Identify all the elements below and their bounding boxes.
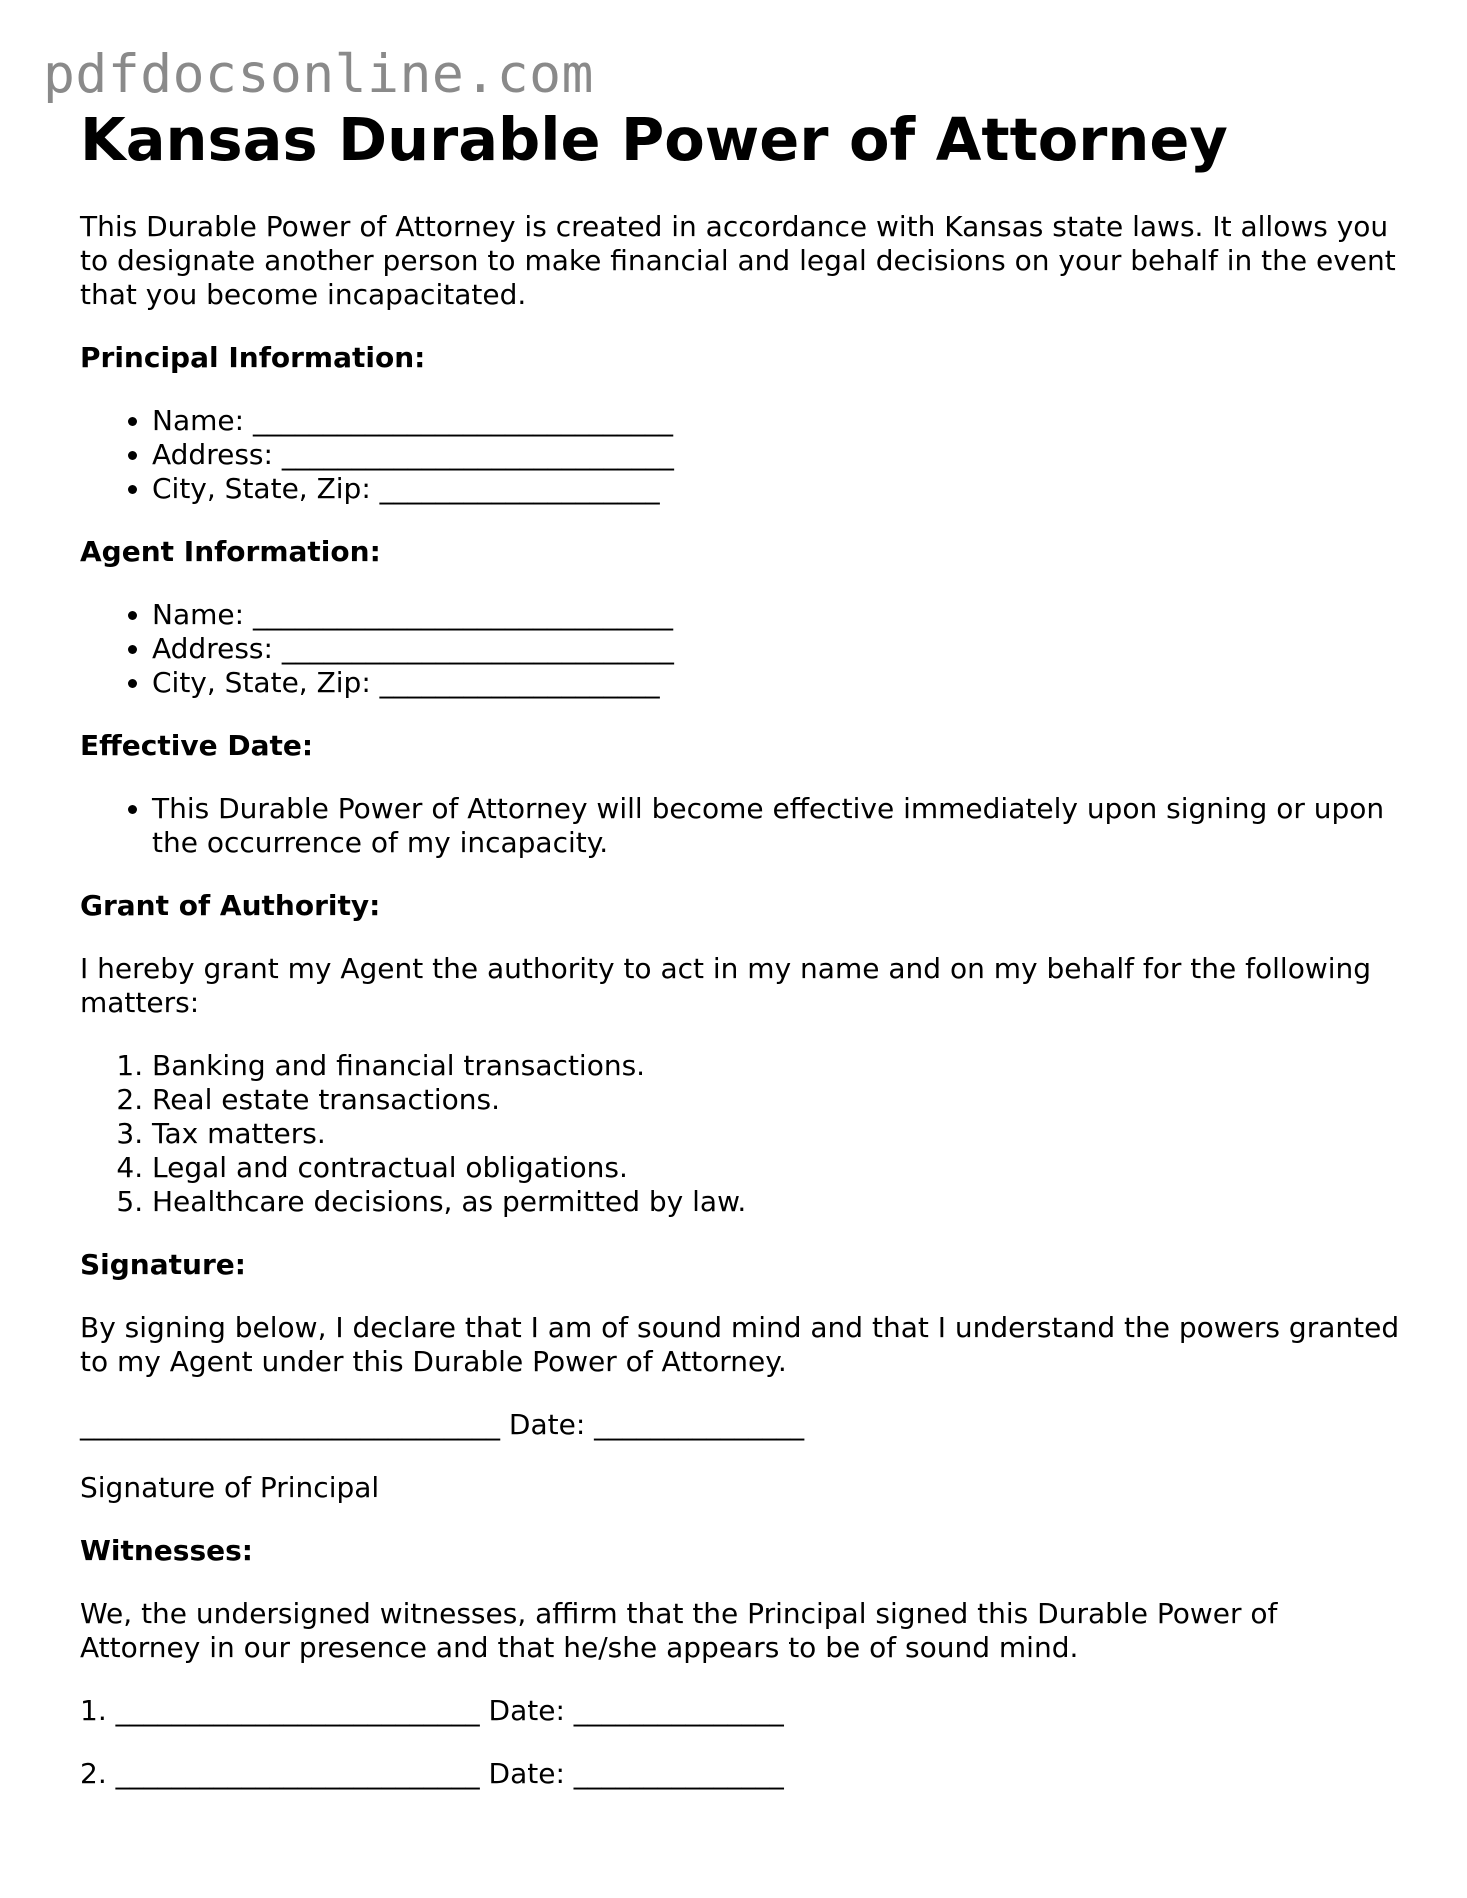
principal-signature-line: ______________________________ Date: _______________ — [80, 1408, 805, 1441]
document-title: Kansas Durable Power of Attorney — [80, 105, 1228, 174]
principal-address-field: • Address: ____________________________ — [152, 438, 1400, 472]
principal-city-field: • City, State, Zip: ____________________ — [152, 472, 1400, 506]
document-body — [80, 100, 1400, 1791]
principal-heading: Principal Information: — [80, 341, 426, 374]
watermark: pdfdocsonline.com — [43, 44, 594, 105]
intro-paragraph: This Durable Power of Attorney is created in accordance with Kansas state laws. It allows you to designate another person to make financial and legal decisions on your behalf in the event that you become incapacitated. — [80, 210, 1396, 311]
agent-heading: Agent Information: — [80, 535, 381, 568]
agent-name-field: • Name: ______________________________ — [152, 598, 1400, 632]
authority-item: 2. Real estate transactions. — [152, 1083, 1400, 1117]
authority-item: 1. Banking and financial transactions. — [152, 1049, 1400, 1083]
authority-list — [80, 1049, 1400, 1219]
witness-2-signature-line: 2. __________________________ Date: _______________ — [80, 1757, 784, 1790]
grant-of-authority-text: I hereby grant my Agent the authority to act in my name and on my behalf for the following matters: — [80, 952, 1372, 1019]
effective-date-heading: Effective Date: — [80, 729, 314, 762]
principal-fields — [80, 404, 1400, 506]
authority-item: 4. Legal and contractual obligations. — [152, 1151, 1400, 1185]
signature-declaration: By signing below, I declare that I am of sound mind and that I understand the powers granted to my Agent under this Durable Power of Attorney. — [80, 1311, 1400, 1378]
principal-signature-label: Signature of Principal — [80, 1471, 380, 1504]
witnesses-heading: Witnesses: — [80, 1534, 253, 1567]
effective-date-text: • This Durable Power of Attorney will become effective immediately upon signing or upon the occurrence of my incapacity. — [152, 792, 1400, 860]
witnesses-affirmation: We, the undersigned witnesses, affirm that the Principal signed this Durable Power of Attorney in our presence and that he/she appears to be of sound mind. — [80, 1597, 1278, 1664]
agent-city-field: • City, State, Zip: ____________________ — [152, 666, 1400, 700]
effective-date-list — [80, 792, 1400, 860]
principal-name-field: • Name: ______________________________ — [152, 404, 1400, 438]
signature-heading: Signature: — [80, 1248, 246, 1281]
authority-item: 5. Healthcare decisions, as permitted by law. — [152, 1185, 1400, 1219]
witness-1-signature-line: 1. __________________________ Date: _______________ — [80, 1694, 784, 1727]
agent-fields — [80, 598, 1400, 700]
authority-item: 3. Tax matters. — [152, 1117, 1400, 1151]
agent-address-field: • Address: ____________________________ — [152, 632, 1400, 666]
grant-of-authority-heading: Grant of Authority: — [80, 889, 381, 922]
